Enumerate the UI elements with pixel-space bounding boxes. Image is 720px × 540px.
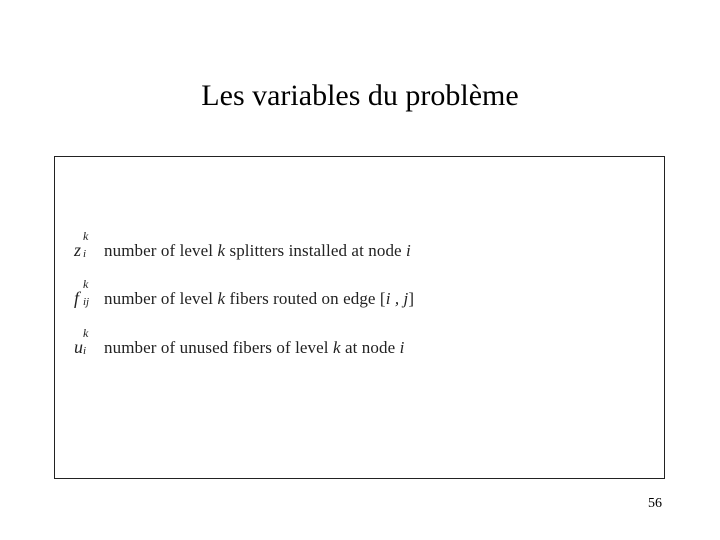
symbol-u: u k i [74,326,89,357]
variable-row-f [74,277,415,309]
symbol-z: z k i [74,229,89,260]
symbol-f: f k ij [74,277,90,308]
slide-title: Les variables du problème [201,79,519,112]
variable-row-z [74,229,411,261]
variable-description: number of unused fibers of level k at node i [104,338,405,357]
variable-description: number of level k splitters installed at node i [104,241,411,260]
variable-row-u [74,326,405,358]
variable-description: number of level k fibers routed on edge [i , j] [104,289,415,308]
variables-figure [54,156,665,479]
page-number: 56 [648,496,662,511]
